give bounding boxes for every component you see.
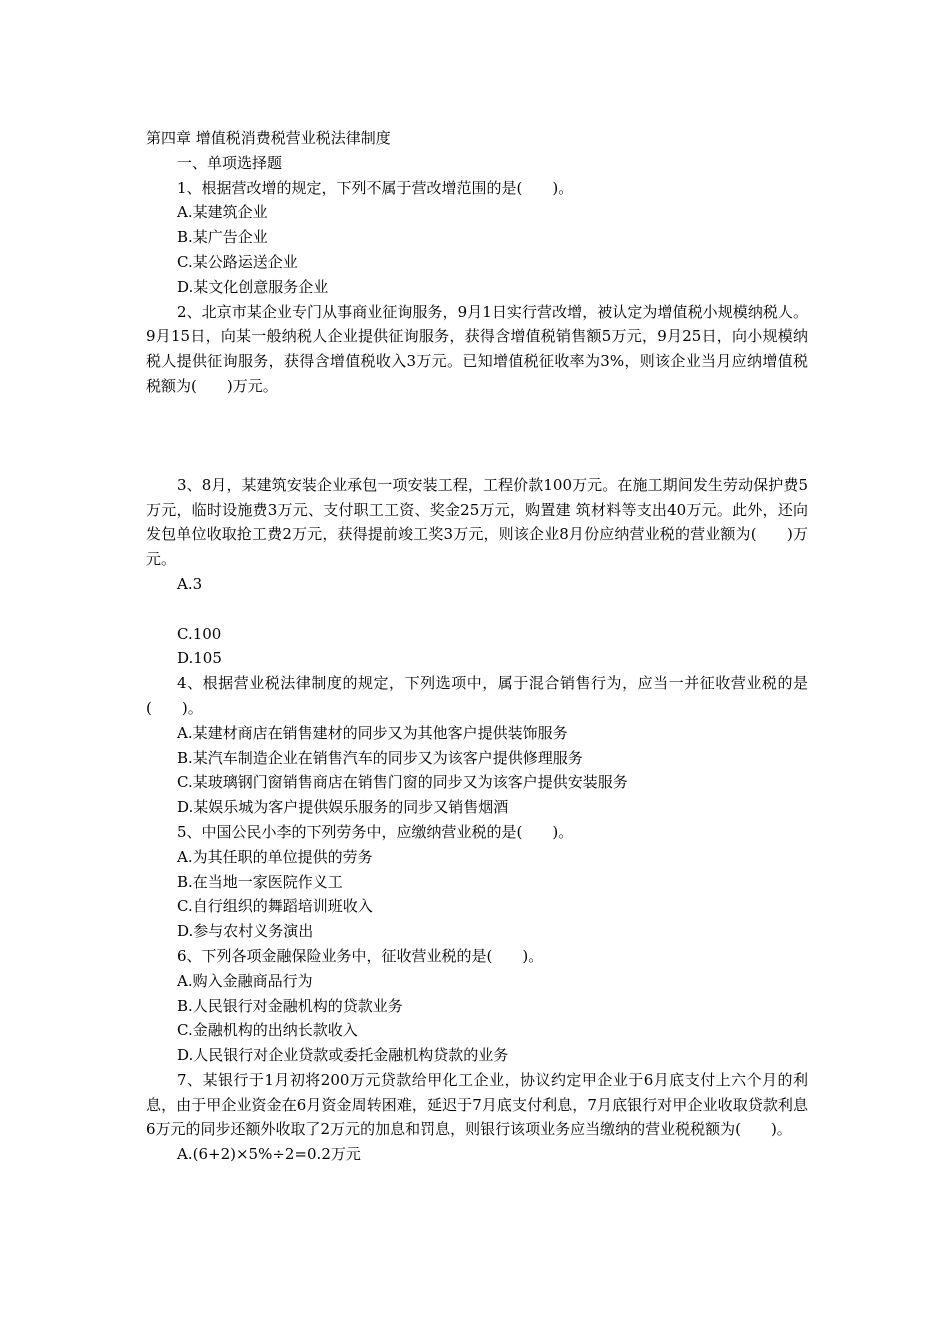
question-4-option-c: C.某玻璃钢门窗销售商店在销售门窗的同步又为该客户提供安装服务 — [177, 773, 628, 792]
section-heading: 一、单项选择题 — [177, 153, 283, 172]
question-5-option-b: B.在当地一家医院作义工 — [177, 872, 343, 891]
question-4-option-b: B.某汽车制造企业在销售汽车的同步又为该客户提供修理服务 — [177, 748, 583, 767]
question-4-option-a: A.某建材商店在销售建材的同步又为其他客户提供装饰服务 — [177, 723, 568, 742]
question-5-stem: 5、中国公民小李的下列劳务中，应缴纳营业税的是( )。 — [177, 822, 574, 841]
question-6-option-a: A.购入金融商品行为 — [177, 971, 313, 990]
question-3-option-d: D.105 — [177, 649, 222, 668]
question-7-stem: 7、某银行于1月初将200万元贷款给甲化工企业，协议约定甲企业于6月底支付上六个月的利息，由于甲企业资金在6月资金周转困难，延迟于7月底支付利息，7月底银行对甲企业收取贷款利息6万元的同步还额外收取了2万元的加息和罚息，则银行该项业务应当缴纳的营业税税额为( )。 — [146, 1070, 808, 1139]
question-3-option-c: C.100 — [177, 624, 222, 643]
question-3-stem: 3、8月，某建筑安装企业承包一项安装工程，工程价款100万元。在施工期间发生劳动保护费5万元，临时设施费3万元、支付职工工资、奖金25万元，购置建 筑材料等支出40万元。此外，还向发包单位收取抢工费2万元，获得提前竣工奖3万元，则该企业8月份应纳营业税的营业额为( )万元。 — [146, 475, 808, 569]
chapter-title: 第四章 增值税消费税营业税法律制度 — [146, 129, 391, 147]
blank-space — [146, 399, 808, 473]
question-5-option-a: A.为其任职的单位提供的劳务 — [177, 847, 373, 866]
question-1-option-c: C.某公路运送企业 — [177, 252, 298, 271]
question-6-stem: 6、下列各项金融保险业务中，征收营业税的是( )。 — [177, 946, 544, 965]
question-1-option-a: A.某建筑企业 — [177, 203, 268, 222]
document-page — [146, 126, 808, 1167]
question-6-option-b: B.人民银行对金融机构的贷款业务 — [177, 996, 403, 1015]
question-4-option-d: D.某娱乐城为客户提供娱乐服务的同步又销售烟酒 — [177, 798, 509, 817]
question-4-stem: 4、根据营业税法律制度的规定，下列选项中，属于混合销售行为，应当一并征收营业税的是( )。 — [146, 674, 808, 717]
question-1-option-b: B.某广告企业 — [177, 228, 268, 247]
question-6-option-d: D.人民银行对企业贷款或委托金融机构贷款的业务 — [177, 1046, 509, 1065]
question-1-option-d: D.某文化创意服务企业 — [177, 277, 329, 296]
question-5-option-c: C.自行组织的舞蹈培训班收入 — [177, 897, 373, 916]
question-5-option-d: D.参与农村义务演出 — [177, 922, 314, 941]
question-1-stem: 1、根据营改增的规定，下列不属于营改增范围的是( )。 — [177, 178, 574, 197]
blank-line — [146, 597, 808, 622]
question-7-option-a: A.(6+2)×5%÷2=0.2万元 — [177, 1145, 361, 1164]
question-2-stem: 2、北京市某企业专门从事商业征询服务，9月1日实行营改增，被认定为增值税小规模纳税人。9月15日，向某一般纳税人企业提供征询服务，获得含增值税销售额5万元，9月25日，向小规模纳税人提供征询服务，获得含增值税收入3万元。已知增值税征收率为3%，则该企业当月应纳增值税税额为( )万元。 — [146, 302, 808, 395]
question-3-option-a: A.3 — [177, 574, 203, 593]
question-6-option-c: C.金融机构的出纳长款收入 — [177, 1021, 358, 1040]
